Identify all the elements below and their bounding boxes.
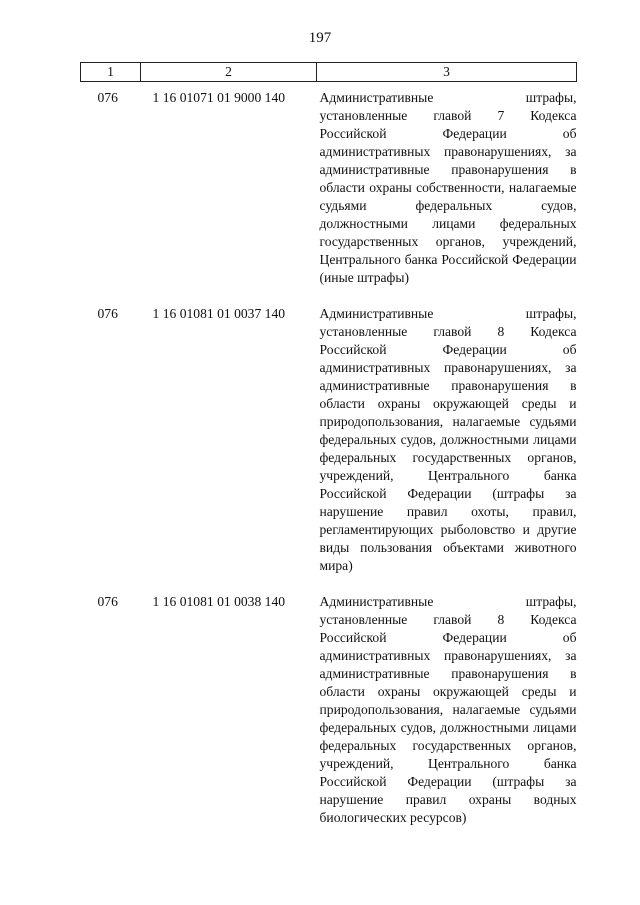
- column-header-2: 2: [141, 63, 317, 82]
- table-row: [81, 593, 577, 845]
- administrator-code: 076: [97, 90, 118, 105]
- column-header-1: 1: [81, 63, 141, 82]
- revenue-description-cell: [317, 82, 577, 306]
- revenue-description: Административные штрафы, установленные главой 7 Кодекса Российской Федерации об административных правонарушениях, за административные правонарушения в области охраны собственности, налагаемые судьями федеральных судов, должностными лицами федеральных государственных органов, учреждений, Центрального банка Российской Федерации (иные штрафы): [319, 90, 577, 285]
- budget-classification-table: [80, 62, 577, 845]
- table-row: [81, 305, 577, 593]
- revenue-description-cell: [317, 305, 577, 593]
- revenue-description: Административные штрафы, установленные главой 8 Кодекса Российской Федерации об административных правонарушениях, за административные правонарушения в области охраны окружающей среды и природопользования, налагаемые судьями федеральных судов, должностными лицами федеральных государственных органов, учреждений, Центрального банка Российской Федерации (штрафы за нарушение правил охоты, правил, регламентирующих рыболовство и другие виды пользования объектами животного мира): [319, 306, 577, 573]
- table-row: [81, 82, 577, 306]
- page-number: 197: [308, 30, 332, 46]
- administrator-code: 076: [97, 594, 118, 609]
- revenue-description: Административные штрафы, установленные главой 8 Кодекса Российской Федерации об административных правонарушениях, за административные правонарушения в области охраны окружающей среды и природопользования, налагаемые судьями федеральных судов, должностными лицами федеральных государственных органов, учреждений, Центрального банка Российской Федерации (штрафы за нарушение правил охраны водных биологических ресурсов): [319, 594, 577, 825]
- budget-classification-code: 1 16 01081 01 0038 140: [152, 594, 286, 609]
- table-header-row: [81, 63, 577, 82]
- revenue-description-cell: [317, 593, 577, 845]
- column-header-3: 3: [317, 63, 577, 82]
- budget-classification-code: 1 16 01081 01 0037 140: [152, 306, 286, 321]
- administrator-code: 076: [97, 306, 118, 321]
- budget-classification-code: 1 16 01071 01 9000 140: [152, 90, 286, 105]
